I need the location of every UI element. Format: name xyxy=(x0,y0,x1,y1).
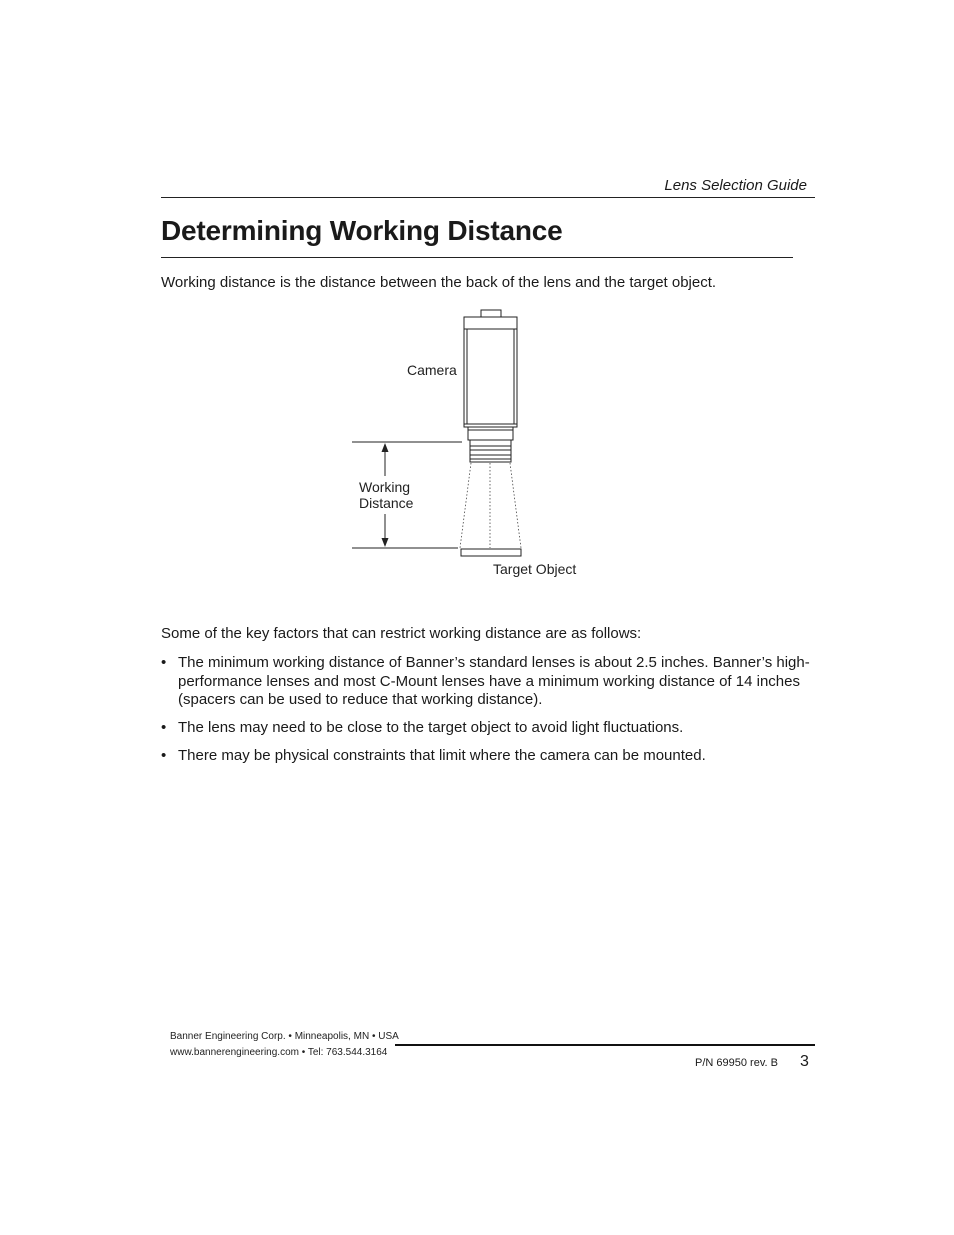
list-item xyxy=(161,747,821,766)
list-item xyxy=(161,719,821,738)
field-of-view-lines xyxy=(460,463,521,548)
working-distance-label-line1: Working xyxy=(359,479,411,495)
working-distance-label-line2: Distance xyxy=(359,495,414,511)
factors-list xyxy=(161,654,821,775)
footer-address-line2: www.bannerengineering.com • Tel: 763.544.3164 xyxy=(170,1046,388,1058)
running-header: Lens Selection Guide xyxy=(664,177,807,194)
page-title: Determining Working Distance xyxy=(161,215,563,246)
factors-lead-paragraph: Some of the key factors that can restrict working distance are as follows: xyxy=(161,625,642,642)
target-object-shape xyxy=(461,549,521,556)
camera-illustration xyxy=(464,310,517,462)
footer-address-line1: Banner Engineering Corp. • Minneapolis, MN • USA xyxy=(170,1031,399,1042)
list-item-text: The lens may need to be close to the target object to avoid light fluctuations. xyxy=(178,719,684,736)
header-rule xyxy=(161,197,815,198)
footer-rule xyxy=(395,1044,815,1046)
footer-address xyxy=(170,1029,399,1060)
camera-label: Camera xyxy=(407,362,457,378)
bullet-icon: • xyxy=(161,654,167,671)
bullet-icon: • xyxy=(161,719,167,736)
footer-part-number: P/N 69950 rev. B xyxy=(695,1057,778,1069)
bullet-icon: • xyxy=(161,747,167,764)
page-number: 3 xyxy=(800,1053,809,1070)
title-rule xyxy=(161,257,793,258)
list-item-text: The minimum working distance of Banner’s standard lenses is about 2.5 inches. Banner’s high-performance lenses and most C-Mount lenses have a minimum working distance of 14 inches (spacers can be used to reduce that working distance). xyxy=(178,654,810,708)
list-item xyxy=(161,654,821,710)
intro-paragraph: Working distance is the distance between the back of the lens and the target object. xyxy=(161,274,717,291)
target-object-label: Target Object xyxy=(493,561,577,577)
working-distance-diagram xyxy=(340,300,590,585)
list-item-text: There may be physical constraints that limit where the camera can be mounted. xyxy=(178,747,706,764)
